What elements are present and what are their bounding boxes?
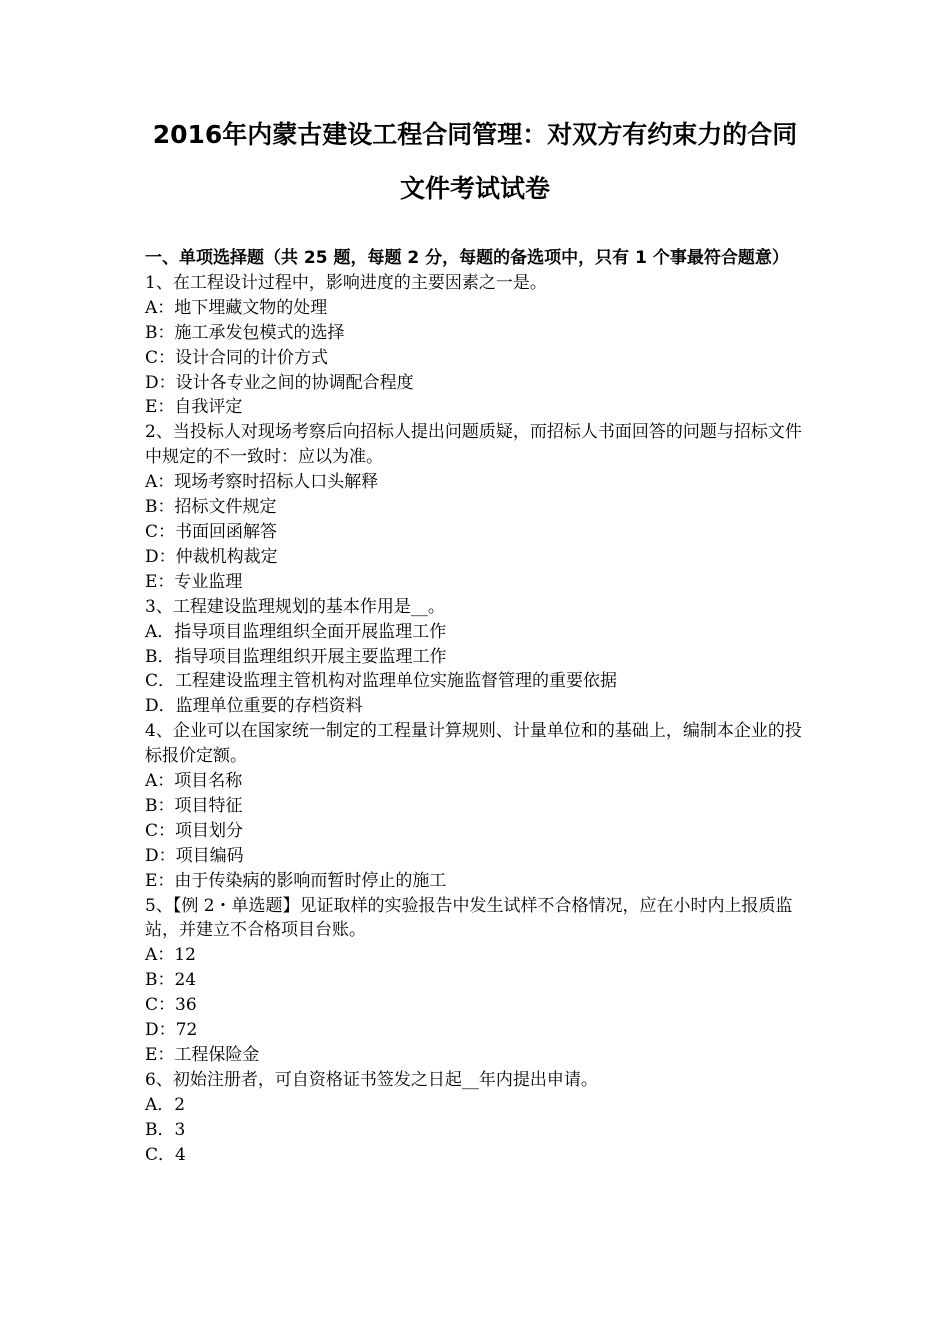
question-stem: 1、在工程设计过程中，影响进度的主要因素之一是。 <box>145 272 547 293</box>
answer-option: E：专业监理 <box>145 571 243 592</box>
answer-option: E：自我评定 <box>145 397 243 418</box>
answer-option: D．监理单位重要的存档资料 <box>145 696 363 717</box>
question-item <box>145 271 810 420</box>
document-title-line-1: 2016年内蒙古建设工程合同管理：对双方有约束力的合同 <box>152 120 798 149</box>
answer-option: B．指导项目监理组织开展主要监理工作 <box>145 646 447 667</box>
question-item <box>145 719 810 893</box>
answer-option: B：施工承发包模式的选择 <box>145 322 345 343</box>
document-body <box>145 246 810 1168</box>
answer-option: B：24 <box>145 970 197 991</box>
answer-option: D：仲裁机构裁定 <box>145 546 278 567</box>
answer-option: A：现场考察时招标人口头解释 <box>145 472 379 493</box>
section-heading: 一、单项选择题（共 25 题，每题 2 分，每题的备选项中，只有 1 个事最符合题意） <box>145 248 789 268</box>
answer-option: D：项目编码 <box>145 845 244 866</box>
document-title-line-2: 文件考试试卷 <box>399 174 550 203</box>
question-item <box>145 595 810 720</box>
answer-option: E：由于传染病的影响而暂时停止的施工 <box>145 870 447 891</box>
question-stem: 3、工程建设监理规划的基本作用是__。 <box>145 596 445 617</box>
question-item <box>145 894 810 1068</box>
answer-option: C．4 <box>145 1144 186 1165</box>
question-stem: 6、初始注册者，可自资格证书签发之日起__年内提出申请。 <box>145 1069 598 1090</box>
answer-option: C：36 <box>145 995 197 1016</box>
answer-option: A：项目名称 <box>145 771 243 792</box>
answer-option: C．工程建设监理主管机构对监理单位实施监督管理的重要依据 <box>145 671 618 692</box>
answer-option: B：招标文件规定 <box>145 497 277 518</box>
answer-option: D：72 <box>145 1020 198 1041</box>
question-item <box>145 420 810 594</box>
answer-option: A：地下埋藏文物的处理 <box>145 297 328 318</box>
answer-option: A．指导项目监理组织全面开展监理工作 <box>145 621 447 642</box>
answer-option: B．3 <box>145 1119 186 1140</box>
question-list <box>145 271 810 1168</box>
question-stem: 2、当投标人对现场考察后向招标人提出问题质疑，而招标人书面回答的问题与招标文件中规定的不一致时：应以为准。 <box>145 422 802 468</box>
question-stem: 5、【例 2・单选题】见证取样的实验报告中发生试样不合格情况，应在小时内上报质监站，并建立不合格项目台账。 <box>145 895 793 941</box>
answer-option: C：设计合同的计价方式 <box>145 347 329 368</box>
question-item <box>145 1068 810 1168</box>
answer-option: A．2 <box>145 1094 186 1115</box>
answer-option: C：书面回函解答 <box>145 521 278 542</box>
question-stem: 4、企业可以在国家统一制定的工程量计算规则、计量单位和的基础上，编制本企业的投标报价定额。 <box>145 721 802 767</box>
answer-option: C：项目划分 <box>145 820 244 841</box>
answer-option: A：12 <box>145 945 196 966</box>
answer-option: D：设计各专业之间的协调配合程度 <box>145 372 414 393</box>
answer-option: E：工程保险金 <box>145 1045 260 1065</box>
answer-option: B：项目特征 <box>145 795 243 816</box>
